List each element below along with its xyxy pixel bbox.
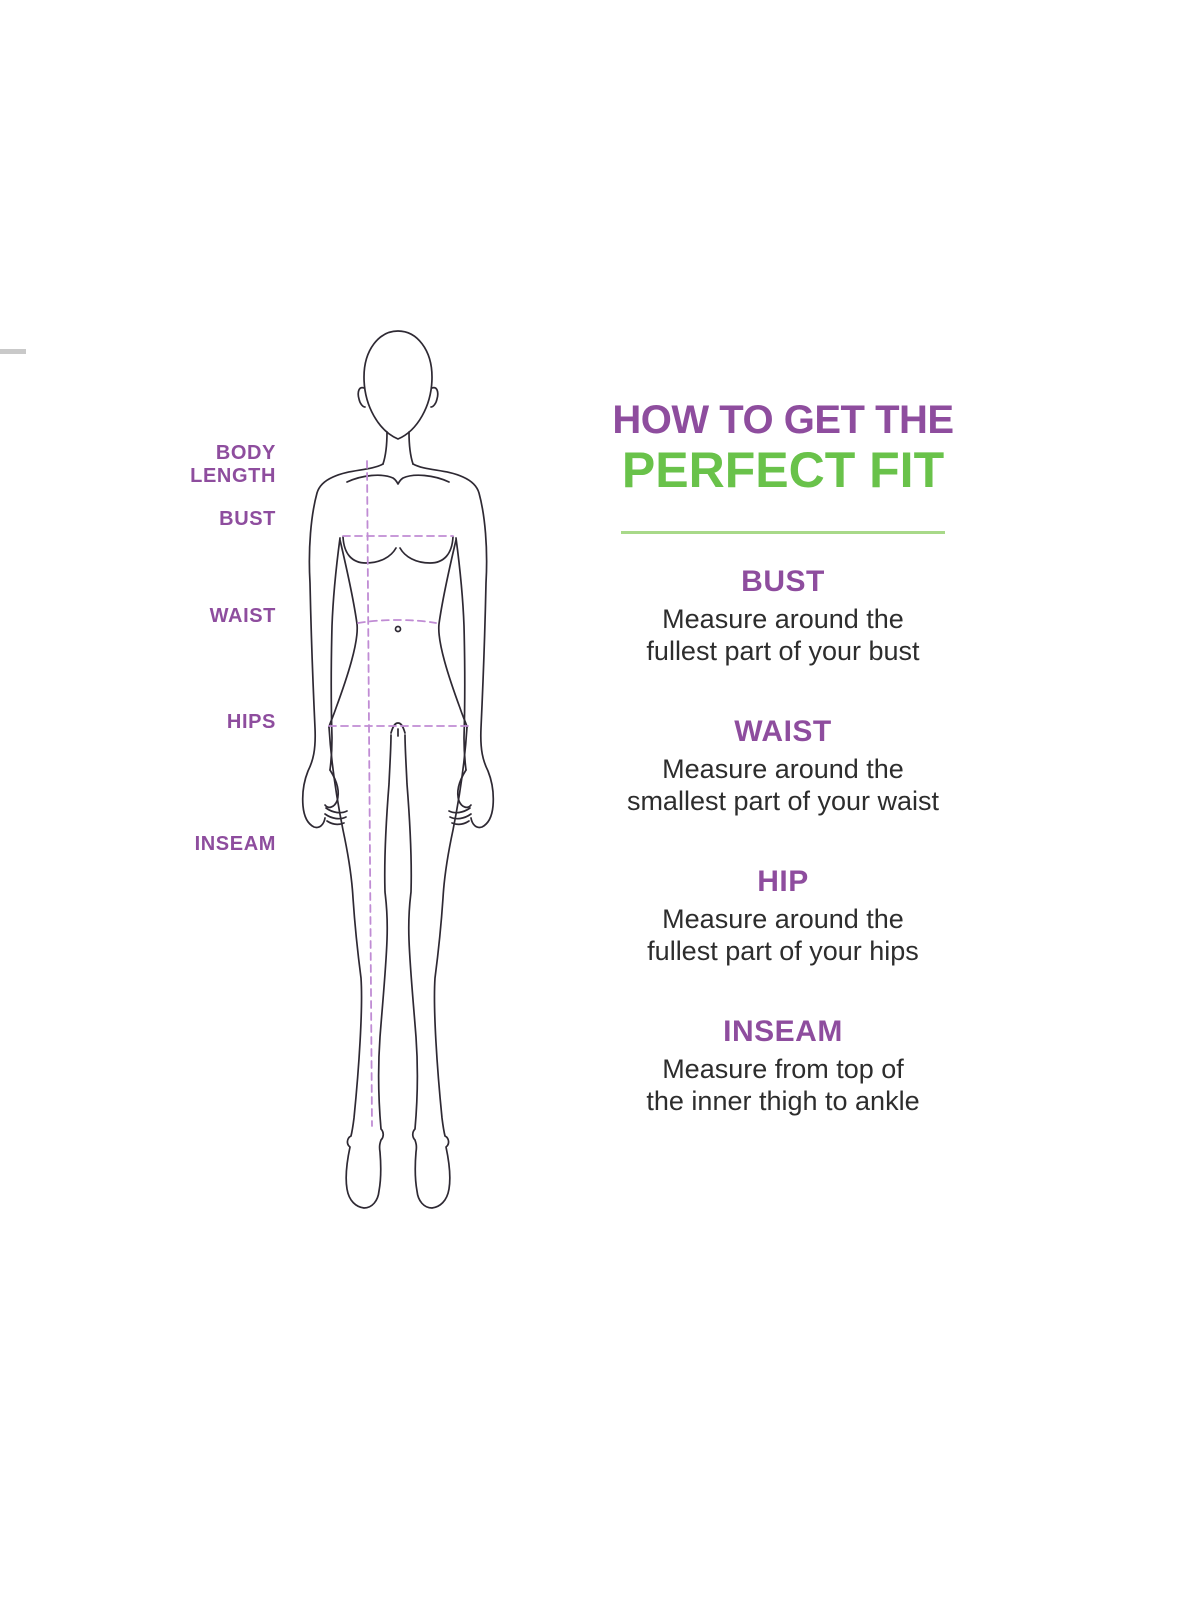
- fit-guide-panel: [588, 398, 978, 1165]
- section-text-waist-line2: smallest part of your waist: [626, 786, 940, 816]
- guide-section-waist: [588, 715, 978, 817]
- figure-outline: [303, 331, 494, 1208]
- neck-right: [409, 432, 413, 464]
- bust-curve-right: [400, 537, 453, 563]
- waist-dashed-line: [358, 620, 436, 623]
- measurement-dashed-lines: [329, 461, 468, 1126]
- torso-right: [439, 540, 467, 727]
- section-text-inseam-line1: Measure from top of: [662, 1054, 904, 1084]
- navel: [396, 627, 401, 632]
- section-text-bust-line1: Measure around the: [662, 604, 904, 634]
- page-edge-artifact: [0, 349, 26, 354]
- section-text-waist-line1: Measure around the: [662, 754, 904, 784]
- guide-divider-line: [621, 531, 945, 534]
- left-arm-inner: [330, 538, 340, 770]
- section-text-inseam-line2: the inner thigh to ankle: [646, 1086, 920, 1116]
- right-arm-inner: [456, 538, 466, 770]
- label-waist: WAIST: [209, 605, 276, 627]
- left-fingers: [325, 808, 347, 824]
- section-text-hip-line1: Measure around the: [662, 904, 904, 934]
- section-heading-bust: BUST: [741, 565, 825, 598]
- neck-left: [383, 432, 387, 464]
- section-heading-hip: HIP: [757, 865, 809, 898]
- guide-title-line2: PERFECT FIT: [621, 442, 945, 498]
- fashion-figure-illustration: [250, 300, 550, 1250]
- crotch-curve: [391, 723, 405, 736]
- right-ear: [431, 388, 438, 407]
- label-body-length: [0, 442, 276, 488]
- left-ear: [358, 388, 365, 407]
- left-arm-outer: [303, 464, 383, 827]
- section-heading-inseam: INSEAM: [723, 1015, 843, 1048]
- label-bust: BUST: [219, 508, 276, 530]
- label-body-length-line2: LENGTH: [190, 465, 276, 487]
- guide-section-bust: [588, 565, 978, 667]
- label-inseam: INSEAM: [194, 833, 276, 855]
- section-heading-waist: WAIST: [734, 715, 832, 748]
- right-arm-outer: [413, 464, 493, 827]
- guide-title-line1: HOW TO GET THE: [612, 398, 954, 442]
- label-body-length-line1: BODY: [215, 442, 276, 464]
- torso-left: [329, 540, 357, 727]
- section-text-bust-line2: fullest part of your bust: [646, 636, 920, 666]
- right-fingers: [449, 808, 471, 824]
- head-outline: [364, 331, 432, 439]
- label-hips: HIPS: [226, 711, 276, 733]
- guide-section-inseam: [588, 1015, 978, 1117]
- guide-section-hip: [588, 865, 978, 967]
- bust-curve-left: [343, 537, 396, 563]
- collarbone-line: [347, 475, 449, 484]
- body-length-dashed-line: [367, 461, 372, 1126]
- section-text-hip-line2: fullest part of your hips: [647, 936, 919, 966]
- guide-sections: [588, 565, 978, 1117]
